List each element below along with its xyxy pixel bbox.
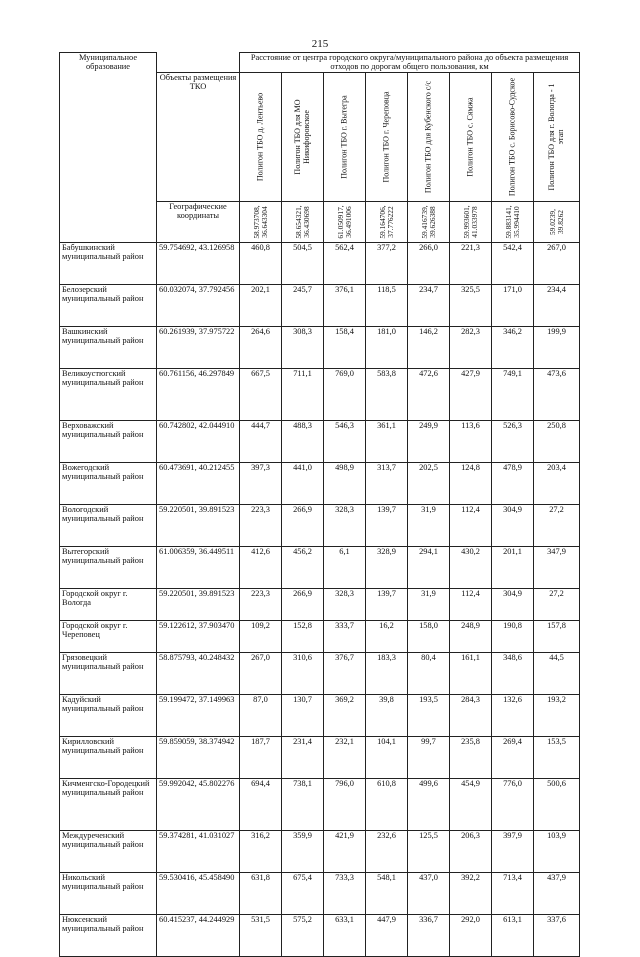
distance-header: Расстояние от центра городского округа/муниципального района до объекта размещения отходов по дорогам общего пользования, км — [240, 53, 580, 73]
distance-cell: 201,1 — [492, 547, 534, 589]
municipality-coordinates: 59.859059, 38.374942 — [157, 737, 240, 779]
distance-cell: 733,3 — [324, 873, 366, 915]
distance-cell: 158,4 — [324, 327, 366, 369]
distance-cell: 125,5 — [408, 831, 450, 873]
distance-cell: 269,4 — [492, 737, 534, 779]
distance-cell: 333,7 — [324, 621, 366, 653]
distance-cell: 562,4 — [324, 243, 366, 285]
distance-cell: 248,9 — [450, 621, 492, 653]
distance-cell: 504,5 — [282, 243, 324, 285]
table-row — [60, 243, 580, 285]
distance-cell: 447,9 — [366, 915, 408, 957]
distance-cell: 456,2 — [282, 547, 324, 589]
distance-cell: 713,4 — [492, 873, 534, 915]
distance-cell: 336,7 — [408, 915, 450, 957]
municipality-name: Кадуйский муниципальный район — [60, 695, 157, 737]
distance-cell: 223,3 — [240, 505, 282, 547]
table-row — [60, 463, 580, 505]
distance-cell: 109,2 — [240, 621, 282, 653]
distance-cell: 234,7 — [408, 285, 450, 327]
distance-cell: 546,3 — [324, 421, 366, 463]
municipality-coordinates: 59.530416, 45.458490 — [157, 873, 240, 915]
table-row — [60, 873, 580, 915]
distance-cell: 103,9 — [534, 831, 580, 873]
distance-cell: 282,3 — [450, 327, 492, 369]
distance-cell: 308,3 — [282, 327, 324, 369]
distance-cell: 397,3 — [240, 463, 282, 505]
distance-cell: 139,7 — [366, 589, 408, 621]
distance-cell: 667,5 — [240, 369, 282, 421]
distance-cell: 633,1 — [324, 915, 366, 957]
distance-cell: 376,7 — [324, 653, 366, 695]
distance-cell: 488,3 — [282, 421, 324, 463]
municipality-name: Вытегорский муниципальный район — [60, 547, 157, 589]
landfill-name: Полигон ТБО для МО Никифоровское — [292, 99, 311, 175]
distance-cell: 427,9 — [450, 369, 492, 421]
municipality-coordinates: 59.992042, 45.802276 — [157, 779, 240, 831]
distance-cell: 328,3 — [324, 589, 366, 621]
distance-cell: 369,2 — [324, 695, 366, 737]
landfill-column-header — [366, 73, 408, 202]
distance-cell: 232,1 — [324, 737, 366, 779]
distance-cell: 152,8 — [282, 621, 324, 653]
table-row — [60, 737, 580, 779]
distance-cell: 161,1 — [450, 653, 492, 695]
distance-cell: 328,9 — [366, 547, 408, 589]
distance-cell: 575,2 — [282, 915, 324, 957]
distance-cell: 27,2 — [534, 505, 580, 547]
landfill-name: Полигон ТБО для Кубенского с/с — [423, 80, 433, 194]
landfill-coordinates — [366, 202, 408, 243]
distance-cell: 146,2 — [408, 327, 450, 369]
distance-cell: 130,7 — [282, 695, 324, 737]
municipality-name: Нюксенский муниципальный район — [60, 915, 157, 957]
distance-cell: 6,1 — [324, 547, 366, 589]
landfill-column-header — [534, 73, 580, 202]
distance-cell: 711,1 — [282, 369, 324, 421]
distance-cell: 325,5 — [450, 285, 492, 327]
municipality-name: Верховажский муниципальный район — [60, 421, 157, 463]
landfill-coordinates — [282, 202, 324, 243]
distance-cell: 193,5 — [408, 695, 450, 737]
landfill-column-header — [324, 73, 366, 202]
municipality-coordinates: 59.220501, 39.891523 — [157, 505, 240, 547]
distance-cell: 377,2 — [366, 243, 408, 285]
landfill-coords-text: 59.416739, 39.626388 — [419, 205, 437, 239]
distance-cell: 190,8 — [492, 621, 534, 653]
distance-cell: 328,3 — [324, 505, 366, 547]
distance-cell: 531,5 — [240, 915, 282, 957]
distance-cell: 199,9 — [534, 327, 580, 369]
distance-cell: 187,7 — [240, 737, 282, 779]
municipality-name: Никольский муниципальный район — [60, 873, 157, 915]
distance-cell: 44,5 — [534, 653, 580, 695]
distance-cell: 412,6 — [240, 547, 282, 589]
distance-cell: 99,7 — [408, 737, 450, 779]
distance-cell: 193,2 — [534, 695, 580, 737]
distance-cell: 235,8 — [450, 737, 492, 779]
distance-cell: 460,8 — [240, 243, 282, 285]
landfill-coordinates — [240, 202, 282, 243]
landfill-name: Полигон ТБО для г. Вологда - 1 этап — [546, 83, 565, 191]
distance-cell: 202,5 — [408, 463, 450, 505]
distance-cell: 498,9 — [324, 463, 366, 505]
distance-cell: 304,9 — [492, 505, 534, 547]
landfill-column-header — [450, 73, 492, 202]
distance-cell: 478,9 — [492, 463, 534, 505]
distance-cell: 738,1 — [282, 779, 324, 831]
table-row — [60, 779, 580, 831]
distance-cell: 361,1 — [366, 421, 408, 463]
distance-cell: 266,9 — [282, 505, 324, 547]
landfill-coords-text: 61.050917, 36.491006 — [335, 205, 353, 239]
distance-cell: 610,8 — [366, 779, 408, 831]
table-row — [60, 831, 580, 873]
distance-cell: 249,9 — [408, 421, 450, 463]
distance-cell: 542,4 — [492, 243, 534, 285]
distance-cell: 112,4 — [450, 589, 492, 621]
distance-cell: 181,0 — [366, 327, 408, 369]
distance-cell: 392,2 — [450, 873, 492, 915]
distance-cell: 613,1 — [492, 915, 534, 957]
distance-cell: 80,4 — [408, 653, 450, 695]
distance-cell: 118,5 — [366, 285, 408, 327]
distance-cell: 245,7 — [282, 285, 324, 327]
distance-cell: 337,6 — [534, 915, 580, 957]
distance-cell: 472,6 — [408, 369, 450, 421]
distance-cell: 39,8 — [366, 695, 408, 737]
distance-cell: 132,6 — [492, 695, 534, 737]
distance-cell: 437,0 — [408, 873, 450, 915]
municipality-name: Кирилловский муниципальный район — [60, 737, 157, 779]
objects-header: Объекты размещения ТКО — [157, 73, 240, 202]
distance-cell: 157,8 — [534, 621, 580, 653]
municipality-name: Грязовецкий муниципальный район — [60, 653, 157, 695]
distance-cell: 223,3 — [240, 589, 282, 621]
landfill-coordinates — [492, 202, 534, 243]
landfill-column-header — [282, 73, 324, 202]
distance-cell: 31,9 — [408, 589, 450, 621]
municipality-name: Вожегодский муниципальный район — [60, 463, 157, 505]
municipality-coordinates: 60.761156, 46.297849 — [157, 369, 240, 421]
distance-cell: 31,9 — [408, 505, 450, 547]
distance-cell: 769,0 — [324, 369, 366, 421]
distance-cell: 430,2 — [450, 547, 492, 589]
landfill-name: Полигон ТБО с. Борисово-Судское — [507, 77, 517, 197]
distance-cell: 206,3 — [450, 831, 492, 873]
distance-cell: 266,0 — [408, 243, 450, 285]
distance-cell: 158,0 — [408, 621, 450, 653]
landfill-coords-text: 59.883141, 35.994410 — [503, 205, 521, 239]
municipality-coordinates: 60.415237, 44.244929 — [157, 915, 240, 957]
distance-cell: 749,1 — [492, 369, 534, 421]
distance-cell: 267,0 — [240, 653, 282, 695]
distance-cell: 444,7 — [240, 421, 282, 463]
distance-cell: 796,0 — [324, 779, 366, 831]
distance-cell: 112,4 — [450, 505, 492, 547]
table-row — [60, 505, 580, 547]
distance-cell: 526,3 — [492, 421, 534, 463]
table-row — [60, 653, 580, 695]
distance-cell: 183,3 — [366, 653, 408, 695]
distance-table — [59, 52, 580, 957]
landfill-name: Полигон ТБО д. Лентьево — [255, 92, 265, 182]
table-row — [60, 589, 580, 621]
municipality-coordinates: 61.006359, 36.449511 — [157, 547, 240, 589]
landfill-coordinates — [324, 202, 366, 243]
municipality-name: Бабушкинский муниципальный район — [60, 243, 157, 285]
landfill-name: Полигон ТБО с. Сямжа — [465, 97, 475, 177]
municipality-coordinates: 59.122612, 37.903470 — [157, 621, 240, 653]
municipality-coordinates: 60.261939, 37.975722 — [157, 327, 240, 369]
landfill-coords-text: 58.654321, 36.430698 — [293, 205, 311, 239]
distance-cell: 221,3 — [450, 243, 492, 285]
distance-cell: 304,9 — [492, 589, 534, 621]
distance-cell: 113,6 — [450, 421, 492, 463]
municipality-coordinates: 59.199472, 37.149963 — [157, 695, 240, 737]
distance-cell: 376,1 — [324, 285, 366, 327]
municipality-name: Вологодский муниципальный район — [60, 505, 157, 547]
distance-cell: 694,4 — [240, 779, 282, 831]
distance-cell: 232,6 — [366, 831, 408, 873]
distance-cell: 139,7 — [366, 505, 408, 547]
distance-cell: 267,0 — [534, 243, 580, 285]
page-number: 215 — [311, 38, 329, 50]
municipality-coordinates: 60.742802, 42.044910 — [157, 421, 240, 463]
distance-cell: 359,9 — [282, 831, 324, 873]
distance-cell: 104,1 — [366, 737, 408, 779]
municipality-name: Белозерский муниципальный район — [60, 285, 157, 327]
landfill-coords-text: 59.993601, 41.033978 — [461, 205, 479, 239]
table-row — [60, 547, 580, 589]
landfill-coords-text: 58.973708, 36.643304 — [251, 205, 269, 239]
municipality-name: Городской округ г. Вологда — [60, 589, 157, 621]
municipality-name: Междуреченский муниципальный район — [60, 831, 157, 873]
distance-cell: 292,0 — [450, 915, 492, 957]
distance-cell: 266,9 — [282, 589, 324, 621]
distance-cell: 776,0 — [492, 779, 534, 831]
distance-cell: 583,8 — [366, 369, 408, 421]
table-row — [60, 915, 580, 957]
landfill-column-header — [240, 73, 282, 202]
distance-cell: 397,9 — [492, 831, 534, 873]
landfill-name: Полигон ТБО г. Вытегра — [339, 95, 349, 179]
landfill-column-header — [492, 73, 534, 202]
distance-cell: 234,4 — [534, 285, 580, 327]
table-row — [60, 285, 580, 327]
table-row — [60, 621, 580, 653]
distance-cell: 203,4 — [534, 463, 580, 505]
municipality-coordinates: 59.220501, 39.891523 — [157, 589, 240, 621]
landfill-coordinates — [408, 202, 450, 243]
landfill-coords-text: 59.164706, 37.776222 — [377, 205, 395, 239]
distance-cell: 27,2 — [534, 589, 580, 621]
distance-cell: 16,2 — [366, 621, 408, 653]
distance-cell: 294,1 — [408, 547, 450, 589]
landfill-coordinates — [450, 202, 492, 243]
table-row — [60, 327, 580, 369]
municipality-coordinates: 60.032074, 37.792456 — [157, 285, 240, 327]
municipality-header: Муниципальное образование — [60, 53, 157, 243]
municipality-coordinates: 59.754692, 43.126958 — [157, 243, 240, 285]
distance-cell: 153,5 — [534, 737, 580, 779]
distance-cell: 347,9 — [534, 547, 580, 589]
distance-cell: 87,0 — [240, 695, 282, 737]
distance-cell: 264,6 — [240, 327, 282, 369]
distance-cell: 202,1 — [240, 285, 282, 327]
municipality-name: Великоустюгский муниципальный район — [60, 369, 157, 421]
table-row — [60, 695, 580, 737]
distance-cell: 421,9 — [324, 831, 366, 873]
landfill-coordinates — [534, 202, 580, 243]
landfill-column-header — [408, 73, 450, 202]
distance-cell: 441,0 — [282, 463, 324, 505]
geo-header: Географические координаты — [157, 202, 240, 243]
distance-cell: 171,0 — [492, 285, 534, 327]
table-row — [60, 421, 580, 463]
landfill-coords-text: 59.0239, 39.8262 — [547, 209, 565, 235]
landfill-name: Полигон ТБО г. Череповца — [381, 91, 391, 183]
distance-cell: 310,6 — [282, 653, 324, 695]
municipality-name: Кичменгско-Городецкий муниципальный район — [60, 779, 157, 831]
distance-cell: 631,8 — [240, 873, 282, 915]
municipality-coordinates: 58.875793, 40.248432 — [157, 653, 240, 695]
distance-cell: 124,8 — [450, 463, 492, 505]
distance-cell: 313,7 — [366, 463, 408, 505]
table-row — [60, 369, 580, 421]
distance-cell: 454,9 — [450, 779, 492, 831]
distance-cell: 675,4 — [282, 873, 324, 915]
distance-cell: 499,6 — [408, 779, 450, 831]
municipality-name: Вашкинский муниципальный район — [60, 327, 157, 369]
distance-cell: 231,4 — [282, 737, 324, 779]
distance-cell: 284,3 — [450, 695, 492, 737]
distance-cell: 437,9 — [534, 873, 580, 915]
municipality-coordinates: 60.473691, 40.212455 — [157, 463, 240, 505]
distance-cell: 250,8 — [534, 421, 580, 463]
distance-cell: 346,2 — [492, 327, 534, 369]
distance-cell: 348,6 — [492, 653, 534, 695]
municipality-coordinates: 59.374281, 41.031027 — [157, 831, 240, 873]
distance-cell: 473,6 — [534, 369, 580, 421]
municipality-name: Городской округ г. Череповец — [60, 621, 157, 653]
distance-cell: 548,1 — [366, 873, 408, 915]
distance-cell: 500,6 — [534, 779, 580, 831]
distance-cell: 316,2 — [240, 831, 282, 873]
